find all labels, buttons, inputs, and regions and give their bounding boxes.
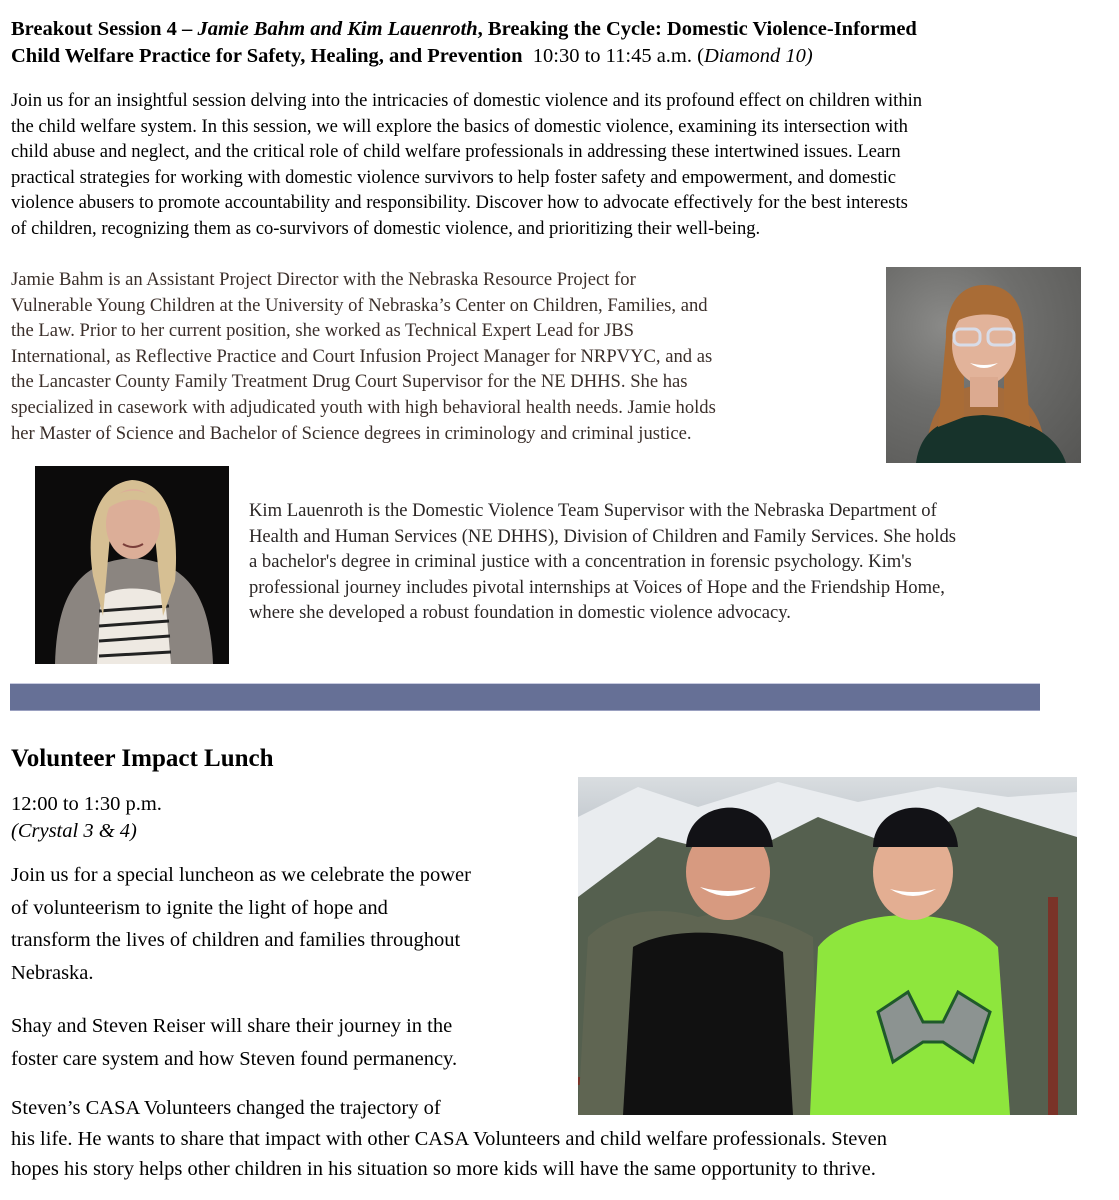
lunch-time: 12:00 to 1:30 p.m.: [11, 793, 162, 815]
bio-line: Health and Human Services (NE DHHS), Division of Children and Family Services. She holds: [249, 525, 956, 547]
bio-line: Jamie Bahm is an Assistant Project Director with the Nebraska Resource Project for: [11, 269, 636, 290]
description-line: Join us for an insightful session delving into the intricacies of domestic violence and its profound effect on children within: [11, 90, 923, 111]
description-line: the child welfare system. In this session, we will explore the basics of domestic violence, examining its intersection with: [11, 115, 908, 137]
photo-illustration: [578, 777, 1077, 1115]
bio-line: International, as Reflective Practice and Court Infusion Project Manager for NRPVYC, and as: [11, 345, 713, 367]
paragraph-line: Steven’s CASA Volunteers changed the trajectory of: [11, 1097, 441, 1119]
description-line: violence abusers to promote accountability and responsibility. Discover how to advocate effectively for the best interests: [11, 192, 908, 214]
bio-line: a bachelor's degree in criminal justice with a concentration in forensic psychology. Kim's: [249, 551, 912, 573]
lunch-paragraph-1: [11, 859, 471, 989]
paragraph-line: Join us for a special luncheon as we celebrate the power: [11, 864, 471, 886]
paragraph-line: foster care system and how Steven found permanency.: [11, 1047, 458, 1070]
session-label: Breakout Session 4 –: [11, 18, 198, 40]
bio-line: the Law. Prior to her current position, she worked as Technical Expert Lead for JBS: [11, 320, 634, 342]
paragraph-line: his life. He wants to share that impact with other CASA Volunteers and child welfare professionals. Steven: [11, 1127, 888, 1150]
paragraph-line: hopes his story helps other children in his situation so more kids will have the same opportunity to thrive.: [11, 1158, 876, 1180]
paragraph-line: Nebraska.: [11, 961, 94, 984]
session-heading-line-1: [11, 16, 1111, 43]
session-presenters: Jamie Bahm and Kim Lauenroth: [197, 18, 478, 40]
speaker-photo-kim-lauenroth: [35, 466, 229, 664]
description-line: child abuse and neglect, and the critical role of child welfare professionals in addressing these intertwined issues. Learn: [11, 141, 901, 163]
bio-line: Kim Lauenroth is the Domestic Violence Team Supervisor with the Nebraska Department of: [249, 500, 937, 521]
paragraph-line: transform the lives of children and families throughout: [11, 929, 461, 951]
bio-line: the Lancaster County Family Treatment Drug Court Supervisor for the NE DHHS. She has: [11, 371, 688, 393]
bio-line: professional journey includes pivotal internships at Voices of Hope and the Friendship Home,: [249, 576, 945, 598]
bio-line: specialized in casework with adjudicated youth with high behavioral health needs. Jamie holds: [11, 396, 716, 418]
session-heading: [11, 16, 1111, 70]
portrait-illustration: [35, 466, 229, 664]
speaker-photo-jamie-bahm: [886, 267, 1081, 463]
session-description: [11, 88, 1111, 242]
description-line: practical strategies for working with domestic violence survivors to help foster safety and empowerment, and domestic: [11, 166, 897, 188]
lunch-photo-shay-and-steven-reiser: [578, 777, 1077, 1115]
lunch-title: Volunteer Impact Lunch: [11, 745, 274, 772]
speaker-bio-jamie-bahm: [11, 267, 881, 446]
lunch-paragraph-2: [11, 1010, 457, 1075]
section-divider-bar: [10, 683, 1040, 711]
session-location-open-paren: (: [697, 45, 704, 67]
session-time: 10:30 to 11:45 a.m.: [532, 45, 692, 67]
description-line: of children, recognizing them as co-survivors of domestic violence, and prioritizing their well-being.: [11, 217, 761, 239]
lunch-location: (Crystal 3 & 4): [11, 820, 137, 842]
portrait-illustration: [886, 267, 1081, 463]
paragraph-line: Shay and Steven Reiser will share their journey in the: [11, 1015, 453, 1037]
session-heading-line-2: [11, 43, 1111, 70]
bio-line: where she developed a robust foundation in domestic violence advocacy.: [249, 602, 791, 624]
session-title-part-1: , Breaking the Cycle: Domestic Violence-Informed: [477, 18, 917, 40]
session-location: Diamond 10): [703, 45, 813, 67]
paragraph-line: of volunteerism to ignite the light of hope and: [11, 896, 388, 919]
bio-line: Vulnerable Young Children at the University of Nebraska’s Center on Children, Families, and: [11, 294, 708, 316]
bio-line: her Master of Science and Bachelor of Science degrees in criminology and criminal justice.: [11, 422, 692, 444]
session-title-part-2: Child Welfare Practice for Safety, Healing, and Prevention: [11, 45, 523, 67]
speaker-bio-kim-lauenroth: [249, 498, 1109, 626]
